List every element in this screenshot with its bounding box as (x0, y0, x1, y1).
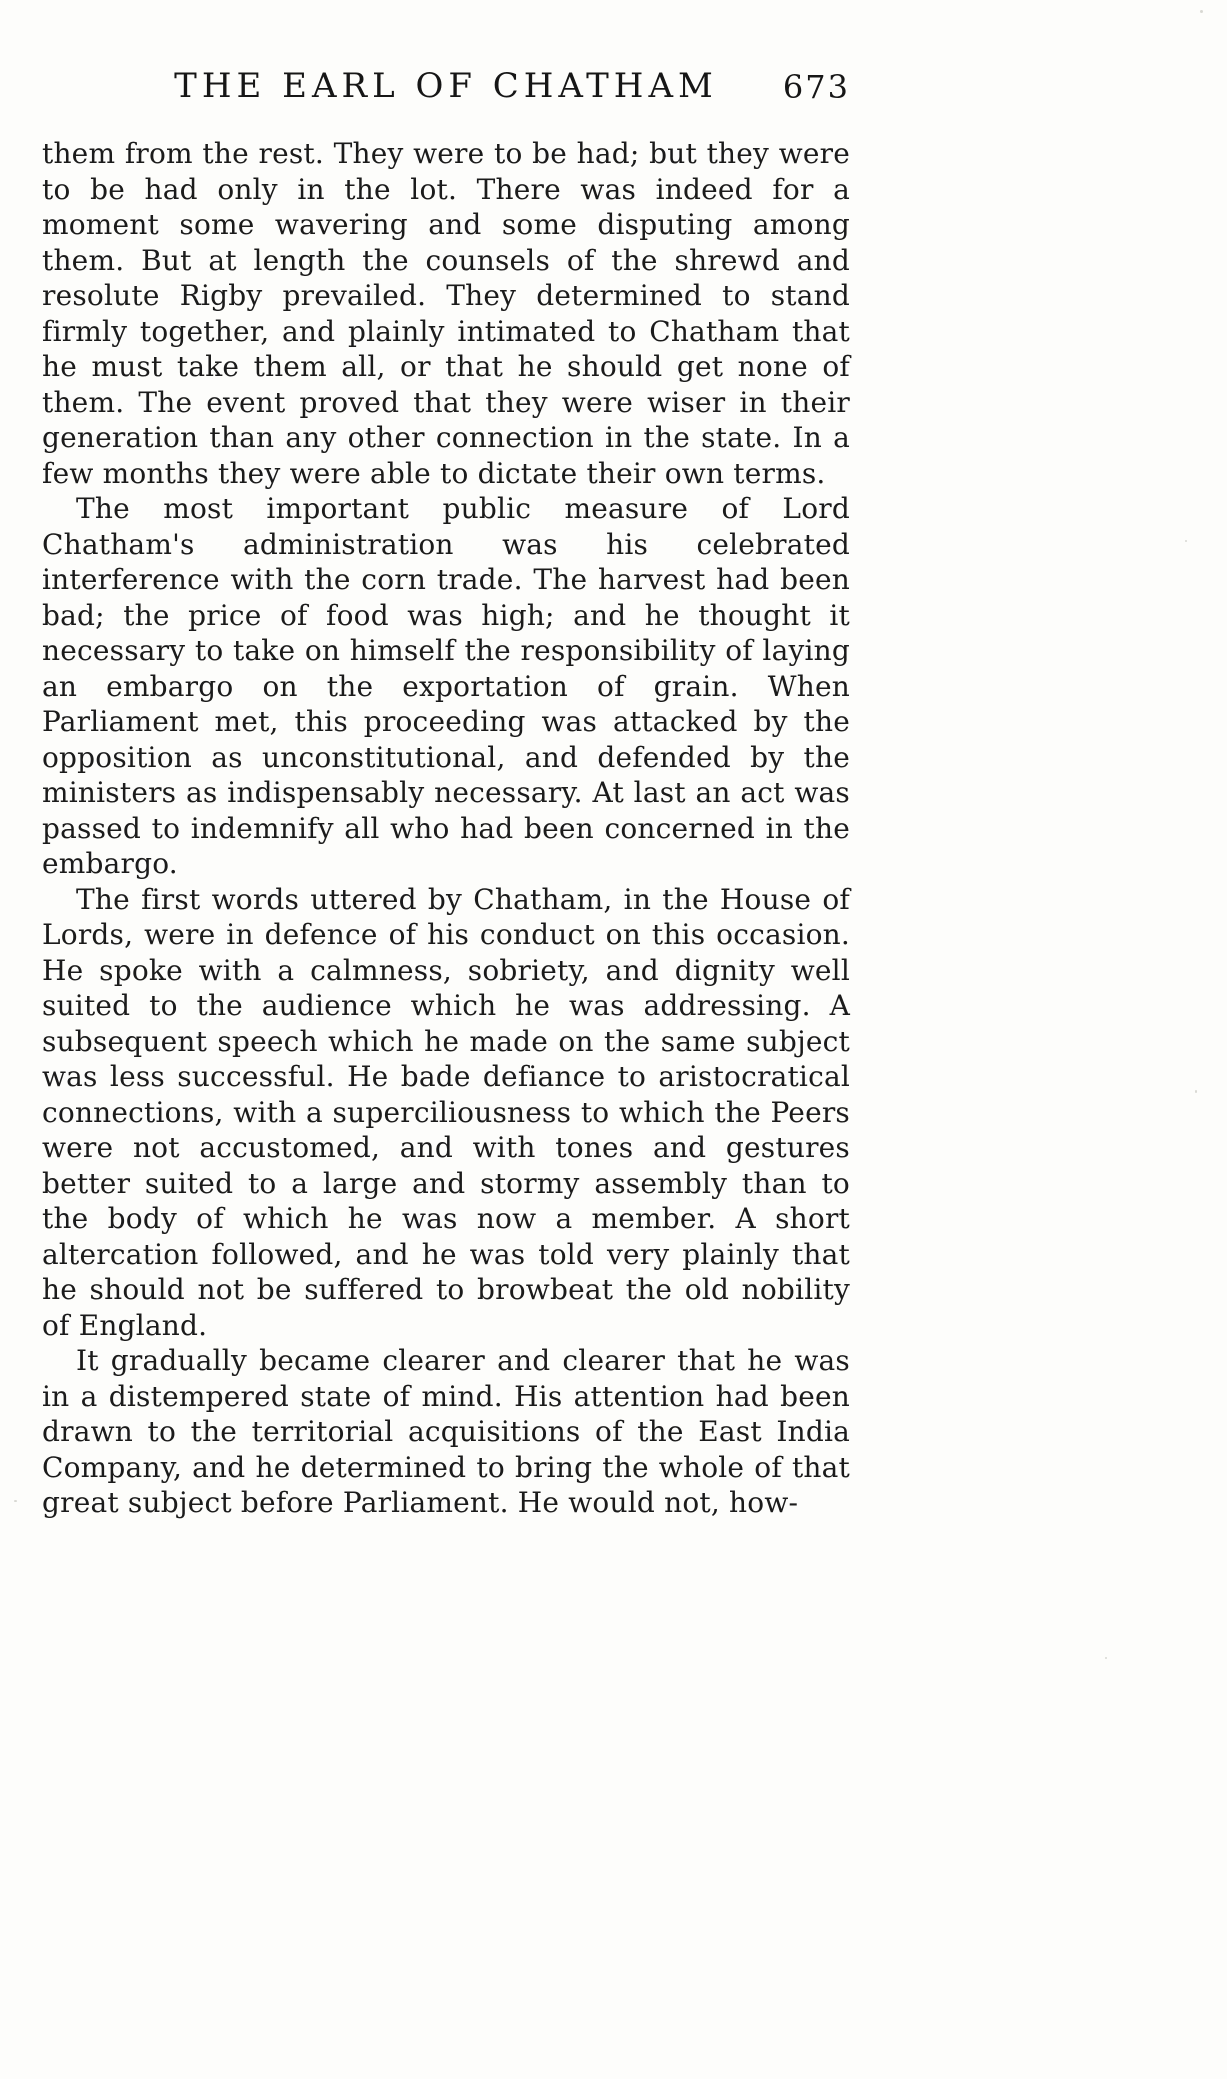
body-text (42, 136, 850, 1521)
paragraph: It gradually became clearer and clearer that he was in a distempered state of mind. His attention had been drawn to the territorial acquisitions of the East India Company, and he determined to bring the whole of that great subject before Parliament. He would not, how- (42, 1344, 850, 1519)
scan-speck (1195, 1090, 1197, 1093)
page-title: THE EARL OF CHATHAM (174, 66, 718, 106)
running-head (42, 66, 850, 114)
scan-speck (1105, 1657, 1107, 1659)
paragraph-continuation: them from the rest. They were to be had; but they were to be had only in the lot. There was indeed for a moment some wavering and some disputing among them. But at length the counsels of the shrewd and resolute Rigby prevailed. They determined to stand firmly together, and plainly intimated to Chatham that he must take them all, or that he should get none of them. The event proved that they were wiser in their generation than any other connection in the state. In a few months they were able to dictate their own terms. (42, 137, 850, 490)
paragraph: The most important public measure of Lord Chatham's administration was his celebrated interference with the corn trade. The harvest had been bad; the price of food was high; and he thought it necessary to take on himself the responsibility of laying an embargo on the exportation of grain. When Parliament met, this proceeding was attacked by the opposition as unconstitutional, and defended by the ministers as indispensably necessary. At last an act was passed to indemnify all who had been concerned in the embargo. (42, 492, 850, 880)
page-number: 673 (782, 68, 850, 106)
page-content (42, 66, 850, 1521)
scan-speck (1185, 540, 1187, 542)
paragraph: The first words uttered by Chatham, in the House of Lords, were in defence of his conduct on this occasion. He spoke with a calmness, sobriety, and dignity well suited to the audience which he was addressing. A subsequent speech which he made on the same subject was less successful. He bade defiance to aristocratical connections, with a superciliousness to which the Peers were not accustomed, and with tones and gestures better suited to a large and stormy assembly than to the body of which he was now a member. A short altercation followed, and he was told very plainly that he should not be suffered to browbeat the old nobility of England. (42, 882, 850, 1342)
scan-speck (1200, 10, 1203, 13)
scan-speck (14, 1500, 17, 1502)
